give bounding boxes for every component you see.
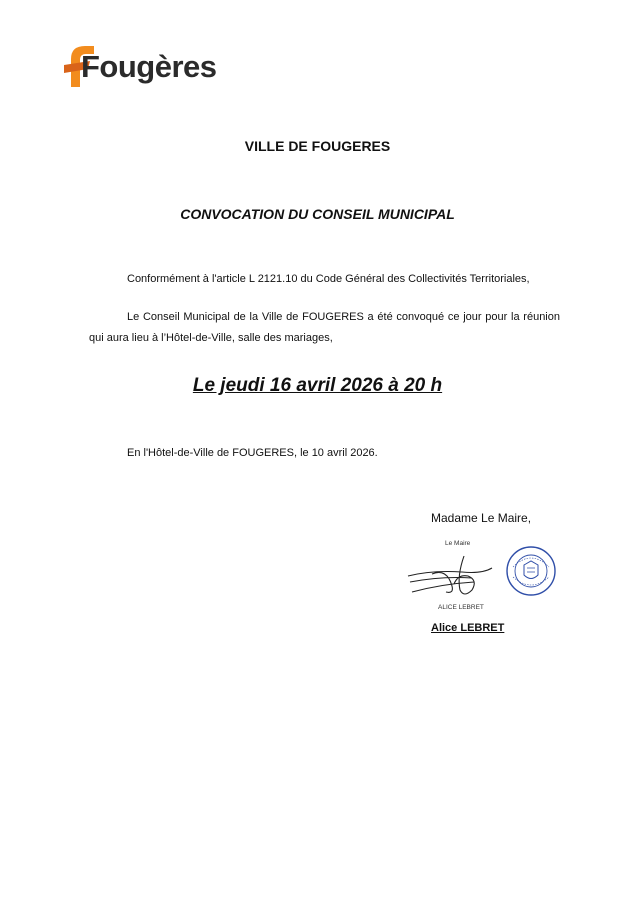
place-and-date-line: En l'Hôtel-de-Ville de FOUGERES, le 10 avril 2026. — [127, 447, 378, 459]
fougeres-logo — [61, 43, 233, 91]
town-hall-stamp-icon — [505, 545, 557, 597]
meeting-date: Le jeudi 16 avril 2026 à 20 h — [192, 375, 443, 396]
handwritten-title: Le Maire — [445, 540, 471, 547]
legal-reference-paragraph: Conformément à l'article L 2121.10 du Code Général des Collectivités Territoriales, — [127, 273, 530, 285]
logo-wordmark: Fougères — [81, 49, 217, 84]
handwritten-name: ALICE LEBRET — [438, 604, 484, 611]
document-title: CONVOCATION DU CONSEIL MUNICIPAL — [180, 206, 455, 222]
handwritten-signature-icon — [402, 546, 500, 604]
city-title: VILLE DE FOUGERES — [244, 138, 391, 154]
convocation-notice-paragraph: Le Conseil Municipal de la Ville de FOUGERES a été convoqué ce jour pour la réunion qui aura lieu à l’Hôtel-de-Ville, salle des mariages, — [89, 311, 560, 344]
signatory-name: Alice LEBRET — [431, 622, 505, 634]
signature-salutation: Madame Le Maire, — [431, 511, 532, 525]
